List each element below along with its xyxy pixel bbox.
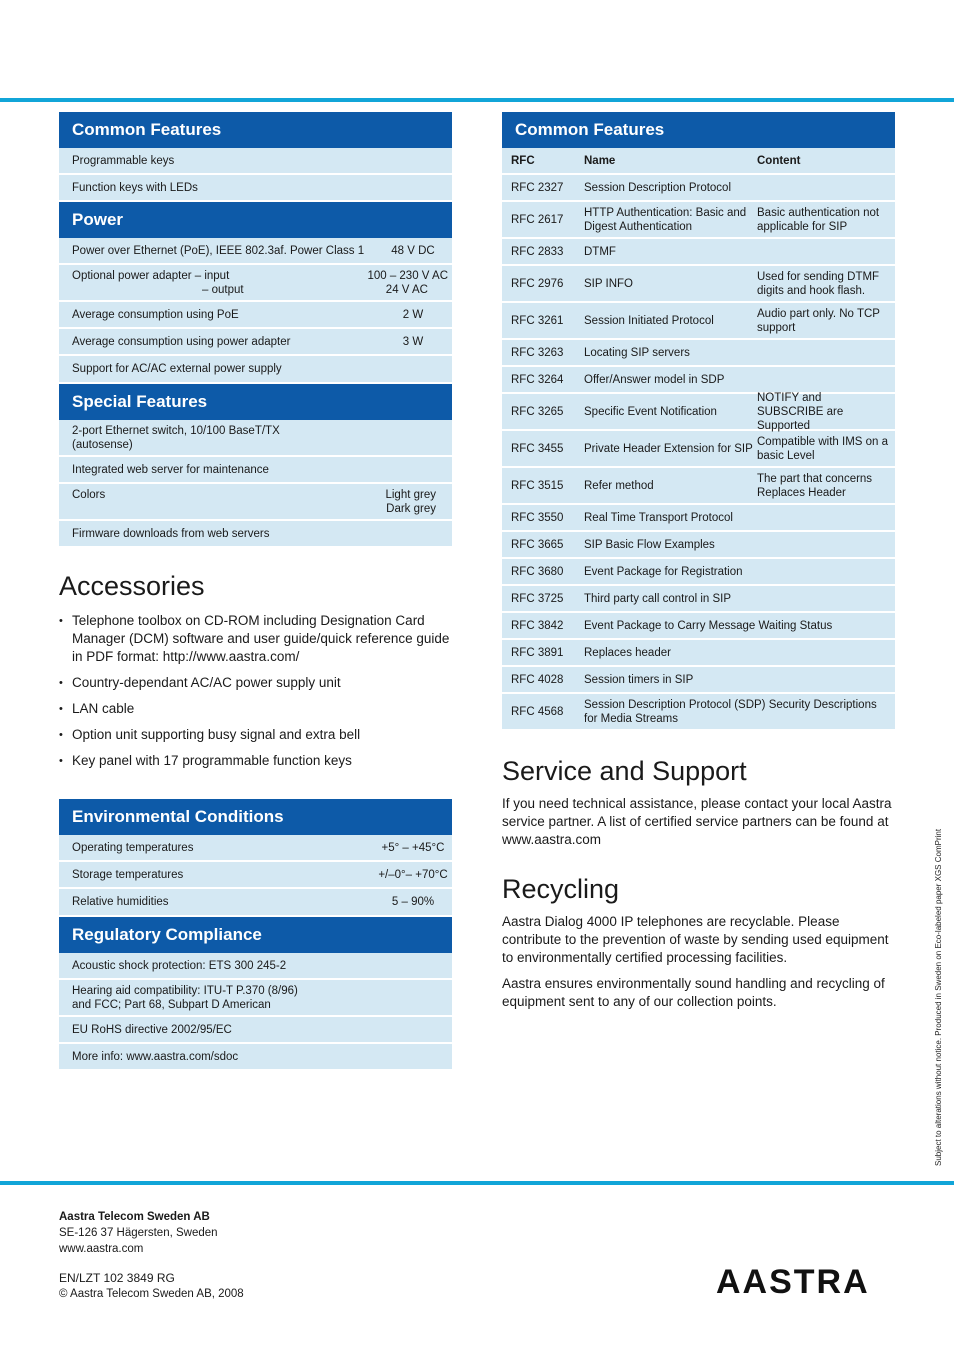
rfc-name: Offer/Answer model in SDP: [584, 373, 725, 386]
company-address: SE-126 37 Hägersten, Sweden: [59, 1227, 218, 1239]
rfc-name: Session Initiated Protocol: [584, 314, 714, 327]
logo-text: AASTRA: [716, 1263, 870, 1301]
rfc-number: RFC 3263: [511, 346, 564, 359]
rfc-number: RFC 2833: [511, 245, 564, 258]
rfc-name: Refer method: [584, 479, 654, 492]
table-row: [502, 391, 895, 432]
rfc-number: RFC 2327: [511, 181, 564, 194]
aastra-logo: [716, 1262, 896, 1302]
list-item: • Key panel with 17 programmable function keys: [59, 752, 452, 770]
recycling-heading: Recycling: [502, 874, 620, 904]
table-row: [502, 266, 895, 303]
table-row: [502, 694, 895, 731]
rfc-content: Audio part only. No TCP support: [757, 307, 880, 334]
rfc-name: Event Package for Registration: [584, 565, 743, 578]
rfc-number: RFC 3665: [511, 538, 564, 551]
top-rule: [0, 98, 954, 102]
list-item: • LAN cable: [59, 700, 452, 718]
table-row: [502, 239, 895, 266]
rfc-content: Basic authentication not applicable for SIP: [757, 206, 880, 233]
special-row: 2-port Ethernet switch, 10/100 BaseT/TX (autosense): [59, 420, 452, 457]
rfc-name: Event Package to Carry Message Waiting Status: [584, 619, 833, 632]
rfc-number: RFC 2976: [511, 277, 564, 290]
environment-row: Storage temperatures +/–0°– +70°C: [59, 862, 452, 889]
rfc-number: RFC 3725: [511, 592, 564, 605]
rfc-name: SIP INFO: [584, 277, 633, 290]
rfc-table-body: [502, 175, 895, 731]
power-row: Support for AC/AC external power supply: [59, 356, 452, 384]
feature-row: Function keys with LEDs: [59, 175, 452, 202]
service-text: If you need technical assistance, please contact your local Aastra service partner. A list of certified service partners can be found at www.aastra.com: [502, 796, 892, 847]
common-features-heading: Common Features: [59, 112, 452, 148]
environment-row: Relative humidities 5 – 90%: [59, 889, 452, 917]
rfc-name: Real Time Transport Protocol: [584, 511, 733, 524]
special-row: Integrated web server for maintenance: [59, 457, 452, 484]
table-row: [502, 175, 895, 202]
accessories-list: [59, 612, 452, 770]
table-row: [502, 532, 895, 559]
rfc-name: Third party call control in SIP: [584, 592, 732, 605]
list-item: • Option unit supporting busy signal and extra bell: [59, 726, 452, 744]
list-item: • Telephone toolbox on CD-ROM including Designation Card Manager (DCM) software and user guide/quick reference guide in PDF format: http://www.aastra.com/: [59, 612, 452, 666]
rfc-number: RFC 4028: [511, 673, 564, 686]
rfc-number: RFC 4568: [511, 705, 564, 718]
table-row: [502, 303, 895, 340]
rfc-number: RFC 3680: [511, 565, 564, 578]
regulatory-row: Acoustic shock protection: ETS 300 245-2: [59, 953, 452, 980]
list-item: • Country-dependant AC/AC power supply unit: [59, 674, 452, 692]
power-row: Average consumption using power adapter 3 W: [59, 329, 452, 356]
rfc-number: RFC 3842: [511, 619, 564, 632]
rfc-heading: Common Features: [502, 112, 895, 148]
special-features-heading: Special Features: [59, 384, 452, 420]
copyright: © Aastra Telecom Sweden AB, 2008: [59, 1288, 244, 1300]
table-row: [502, 468, 895, 505]
rfc-number: RFC 3515: [511, 479, 564, 492]
rfc-name: Session timers in SIP: [584, 673, 694, 686]
rfc-number: RFC 3265: [511, 405, 564, 418]
table-header-row: RFC Name Content: [502, 148, 895, 175]
rfc-number: RFC 3891: [511, 646, 564, 659]
regulatory-row: More info: www.aastra.com/sdoc: [59, 1044, 452, 1071]
table-row: [502, 586, 895, 613]
company-name: Aastra Telecom Sweden AB: [59, 1211, 210, 1223]
rfc-number: RFC 3261: [511, 314, 564, 327]
table-row: [502, 559, 895, 586]
power-row: Power over Ethernet (PoE), IEEE 802.3af. Power Class 1 48 V DC: [59, 238, 452, 265]
table-row: [502, 613, 895, 640]
special-row: Colors Light grey Dark grey: [59, 484, 452, 521]
footer-doc: [59, 1270, 244, 1302]
rfc-name: DTMF: [584, 245, 616, 258]
regulatory-heading: Regulatory Compliance: [59, 917, 452, 953]
rfc-number: RFC 3264: [511, 373, 564, 386]
rfc-name: Private Header Extension for SIP: [584, 442, 753, 455]
rfc-content: The part that concerns Replaces Header: [757, 472, 873, 499]
env-regulatory-block: [59, 799, 452, 1071]
doc-number: EN/LZT 102 3849 RG: [59, 1271, 175, 1285]
table-row: [502, 667, 895, 694]
special-row: Firmware downloads from web servers: [59, 521, 452, 548]
power-heading: Power: [59, 202, 452, 238]
service-heading: Service and Support: [502, 756, 747, 786]
company-web: www.aastra.com: [59, 1243, 144, 1255]
regulatory-row: Hearing aid compatibility: ITU-T P.370 (8/96) and FCC; Part 68, Subpart D American: [59, 980, 452, 1017]
recycling-text-2: Aastra ensures environmentally sound handling and recycling of equipment sent to any of our collection points.: [502, 976, 885, 1009]
rfc-content: Used for sending DTMF digits and hook flash.: [757, 270, 880, 297]
environmental-heading: Environmental Conditions: [59, 799, 452, 835]
rfc-number: RFC 2617: [511, 213, 564, 226]
rfc-name: HTTP Authentication: Basic and Digest Authentication: [584, 206, 747, 233]
accessories-heading: Accessories: [59, 571, 205, 601]
recycling-text-1: Aastra Dialog 4000 IP telephones are recyclable. Please contribute to the prevention of waste by sending used equipment to environmentally certified processing facilities.: [502, 914, 889, 965]
rfc-name: Locating SIP servers: [584, 346, 690, 359]
side-note: Subject to alterations without notice. Produced in Sweden on Eco-labeled paper XGS ComPrint: [934, 828, 943, 1166]
table-row: [502, 340, 895, 367]
rfc-number: RFC 3455: [511, 442, 564, 455]
rfc-name: Session Description Protocol (SDP) Security Descriptions for Media Streams: [584, 698, 877, 725]
bottom-rule: [0, 1181, 954, 1185]
right-column: [502, 112, 895, 1011]
power-row: Optional power adapter – input – output 100 – 230 V AC 24 V AC: [59, 265, 452, 302]
rfc-content: NOTIFY and SUBSCRIBE are Supported: [757, 391, 844, 432]
rfc-content: Compatible with IMS on a basic Level: [757, 435, 889, 462]
rfc-name: Session Description Protocol: [584, 181, 732, 194]
table-row: [502, 640, 895, 667]
rfc-name: Replaces header: [584, 646, 671, 659]
regulatory-row: EU RoHS directive 2002/95/EC: [59, 1017, 452, 1044]
rfc-number: RFC 3550: [511, 511, 564, 524]
rfc-name: SIP Basic Flow Examples: [584, 538, 715, 551]
environment-row: Operating temperatures +5° – +45°C: [59, 835, 452, 862]
rfc-name: Specific Event Notification: [584, 405, 717, 418]
left-column: [59, 112, 452, 1063]
table-row: [502, 202, 895, 239]
footer-address: [59, 1209, 218, 1257]
table-row: [502, 505, 895, 532]
feature-row: Programmable keys: [59, 148, 452, 175]
power-row: Average consumption using PoE 2 W: [59, 302, 452, 329]
table-row: [502, 431, 895, 468]
